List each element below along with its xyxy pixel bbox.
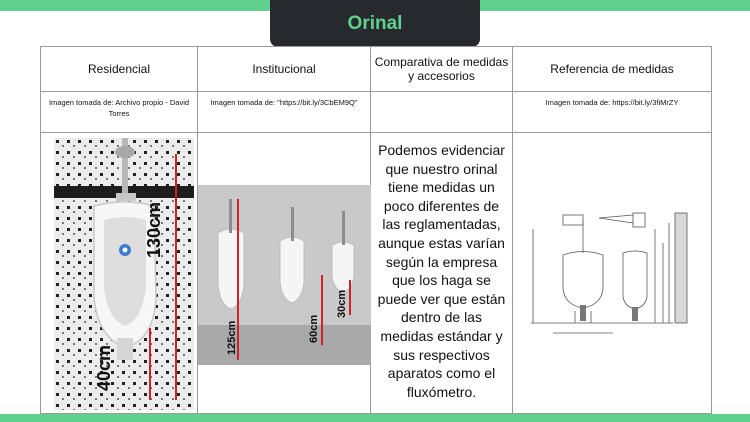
institutional-photo-cell [198,133,371,414]
comparison-description: Podemos evidenciar que nuestro orinal tiene medidas un poco diferentes de las reglamentadas, aunque estas varían según la empresa que los haga se puede ver que están dentro de las medidas estándar y sus respectivos aparatos como el fluxómetro. [377,142,506,400]
institutional-urinals-photo [198,185,371,365]
source-residencial: Imagen tomada de: Archivo propio - David Torres [41,92,198,133]
header-row [41,47,712,92]
source-referencia: Imagen tomada de: https://bit.ly/3fiMrZY [513,92,712,133]
reference-technical-drawing [523,193,703,343]
institutional-small-label: 30cm [336,289,348,318]
comparison-table [40,46,712,414]
top-accent-bar-right [478,0,750,11]
content-row [41,133,712,414]
comparison-text-cell [371,133,513,414]
source-row [41,92,712,133]
title-tab [270,0,480,47]
header-comparativa: Comparativa de medidas y accesorios [371,47,513,92]
bottom-accent-bar [0,414,750,422]
header-institucional: Institucional [198,47,371,92]
source-comparativa [371,92,513,133]
page-title: Orinal [347,12,403,34]
top-accent-bar-left [0,0,272,11]
residential-urinal-photo [54,138,194,410]
residential-height-label: 130cm [144,201,164,258]
institutional-height-label: 125cm [226,320,238,355]
residential-photo-cell [41,133,198,414]
header-residencial: Residencial [41,47,198,92]
reference-drawing-cell [513,133,712,414]
header-referencia: Referencia de medidas [513,47,712,92]
residential-bottom-label: 40cm [94,344,114,391]
source-institucional: Imagen tomada de: "https://bit.ly/3CbEM9Q" [198,92,371,133]
institutional-mid-label: 60cm [308,314,320,343]
